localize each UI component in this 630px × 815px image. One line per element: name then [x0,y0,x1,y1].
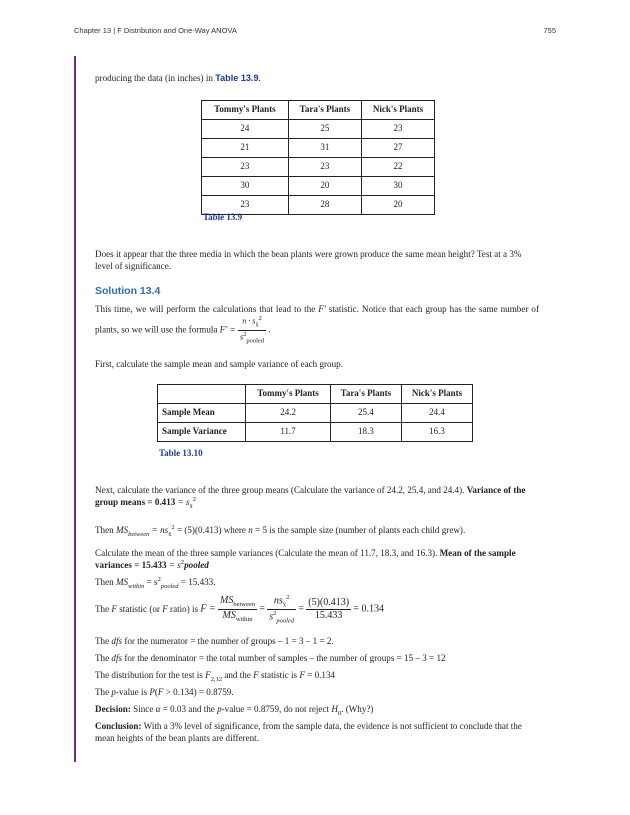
chapter-title: Chapter 13 | F Distribution and One-Way ANOVA [74,26,237,35]
step-df-denominator: The dfs for the denominator = the total number of samples – the number of groups = 15 – 3 = 12 [95,653,446,663]
table-13-10 [157,384,473,442]
column-header: Tara's Plants [330,385,401,404]
table-cell: 25 [288,120,361,139]
table-cell: 30 [202,177,289,196]
solution-title: Solution 13.4 [95,285,161,297]
table-cell: 25.4 [330,404,401,423]
table-row [202,177,435,196]
solution-paragraph-2: First, calculate the sample mean and sample variance of each group. [95,359,343,369]
step-ms-within: Then $MS_{within} = s^2_{pooled} = 15.433$. [95,576,216,590]
column-header: Nick's Plants [401,385,472,404]
table-cell: 18.3 [330,423,401,442]
f-fraction-variance: $\frac{ns_{x̄}^2}{s^2_{pooled}}$ [269,594,295,625]
table-13-9-link[interactable]: Table 13.9 [215,73,259,83]
f-prime-formula: $\frac{n \cdot s_{x̄}^2}{s^2_{pooled}}$ [239,315,265,345]
table-cell: 23 [202,158,289,177]
table-cell: 21 [202,139,289,158]
step-f-statistic: The F statistic (or F ratio) is F = $\frac{MS_{between}}{MS_{within}}$ = $\frac{ns_{x̄}^2}{s^2_{pooled}}$ = $\frac{(5)(0.413)}{15.433}$ = 0.134 [95,594,385,625]
table-cell: 23 [202,196,289,215]
table-cell: 27 [361,139,434,158]
column-header: Tara's Plants [288,101,361,120]
column-header: Nick's Plants [361,101,434,120]
f-fraction-ms: $\frac{MS_{between}}{MS_{within}}$ [220,595,255,624]
table-cell: 16.3 [401,423,472,442]
row-header: Sample Mean [158,404,246,423]
table-cell: 24 [202,120,289,139]
table-cell: 11.7 [246,423,330,442]
table-cell: 24.2 [246,404,330,423]
table-header-row [202,101,435,120]
table-cell: 24.4 [401,404,472,423]
table-row [158,404,473,423]
column-header: Tommy's Plants [202,101,289,120]
table-cell: 22 [361,158,434,177]
step-conclusion: Conclusion: With a 3% level of significance, from the sample data, the evidence is not sufficient to conclude that the mean heights of the bean plants are different. [95,721,522,743]
table-cell: 20 [361,196,434,215]
table-cell: 23 [288,158,361,177]
step-group-means-variance: Next, calculate the variance of the three group means (Calculate the variance of 24.2, 25.4, and 24.4). Variance of the group means = $0.413 = s_{x̄}^2$ [95,485,526,510]
step-pooled-variance: Calculate the mean of the three sample variances (Calculate the mean of 11.7, 18.3, and 16.3). Mean of the sample variances = $15.433 = s^2pooled$ [95,548,516,571]
question-paragraph: Does it appear that the three media in which the bean plants were grown produce the same mean height? Test at a 3% level of significance. [95,249,522,271]
column-header [158,385,246,404]
table-row [158,423,473,442]
table-row [202,120,435,139]
table-header-row [158,385,473,404]
table-13-9-caption: Table 13.9 [203,212,243,222]
step-distribution: The distribution for the test is $F_{2,12}$ and the F statistic is F = 0.134 [95,670,336,683]
step-df-numerator: The dfs for the numerator = the number of groups – 1 = 3 – 1 = 2. [95,636,334,646]
page-header [74,26,556,35]
step-p-value: The p-value is P(F > 0.134) = 0.8759. [95,687,234,697]
solution-paragraph-1: This time, we will perform the calculations that lead to the F' statistic. Notice that each group has the same number of plants, so we will use the formula F' = $\frac{n \cdot s_{x̄}^2}{s^2_{pooled}}$ . [95,304,540,345]
table-cell: 23 [361,120,434,139]
row-header: Sample Variance [158,423,246,442]
table-row [202,139,435,158]
page-number: 755 [543,26,556,35]
margin-bar [74,56,76,762]
table-13-9 [201,100,435,215]
table-cell: 28 [288,196,361,215]
table-row [202,158,435,177]
intro-paragraph: producing the data (in inches) in Table 13.9. [95,73,261,83]
f-fraction-numeric: $\frac{(5)(0.413)}{15.433}$ [308,597,350,622]
table-13-10-caption: Table 13.10 [159,448,203,458]
table-cell: 20 [288,177,361,196]
step-decision: Decision: Since α = 0.03 and the p-value = 0.8759, do not reject $H_0$. (Why?) [95,704,374,717]
column-header: Tommy's Plants [246,385,330,404]
step-ms-between: Then $MS_{between} = ns_{x̄}^2 = (5)(0.413)$ where n = 5 is the sample size (number of plants each child grew). [95,524,466,538]
table-cell: 31 [288,139,361,158]
table-cell: 30 [361,177,434,196]
